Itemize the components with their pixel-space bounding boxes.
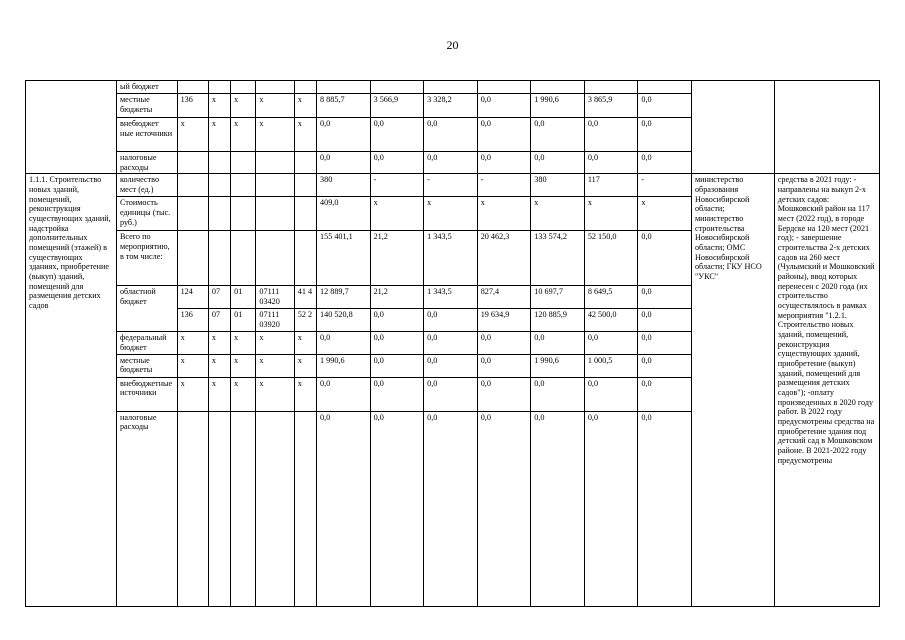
result-cell-prev [774, 81, 879, 174]
funding-source-label: внебюджетные источники [116, 377, 177, 411]
funding-source-label: областной бюджет [116, 286, 177, 332]
table-row: внебюджетные источники x x x x x 0,0 0,0 0,0 0,0 0,0 0,0 0,0 [26, 377, 880, 411]
table-row: местные бюджеты 136 x x x x 8 885,7 3 566,9 3 328,2 0,0 1 990,6 3 865,9 0,0 [26, 94, 880, 118]
table-row: местные бюджеты x x x x x 1 990,6 0,0 0,0 0,0 1 990,6 1 000,5 0,0 [26, 354, 880, 377]
table-row: внебюджет ные источники x x x x x 0,0 0,0 0,0 0,0 0,0 0,0 0,0 [26, 118, 880, 152]
table-row: Всего по мероприятию, в том числе: 155 401,1 21,2 1 343,5 20 462,3 133 574,2 52 150,0 0,0 [26, 231, 880, 286]
measure-name: 1.1.1. Строительство новых зданий, помещений, реконструкция существующих зданий, надстройка дополнительных помещений (этажей) в существующих зданиях, приобретение (выкуп) зданий, помещений для размещения детских садов [26, 174, 117, 606]
table-row: налоговые расходы 0,0 0,0 0,0 0,0 0,0 0,0 0,0 [26, 411, 880, 606]
funding-source-label: налоговые расходы [116, 152, 177, 174]
funding-source-label: федеральный бюджет [116, 332, 177, 354]
table-row [26, 81, 880, 94]
table-row: 136 07 01 07111 03920 52 2 140 520,8 0,0 0,0 19 634,9 120 885,9 42 500,0 0,0 [26, 309, 880, 332]
measure-name-cell [26, 81, 117, 174]
funding-source-label: местные бюджеты [116, 354, 177, 377]
executors-cell-prev [691, 81, 774, 174]
table-row: 1.1.1. Строительство новых зданий, помещений, реконструкция существующих зданий, надстройка дополнительных помещений (этажей) в существующих зданиях, приобретение (выкуп) зданий, помещений для размещения детских садов количество мест (ед.) 380 - - - 380 117 - министерство образования Новосибирской области; министерство строительства Новосибирской области; ОМС Новосибирской области; ГКУ НСО "УКС" средства в 2021 году: - направлены на выкуп 2-х детских садов: Мошковский район на 117 мест (2022 год), в городе Бердске на 120 мест (2021 год); - завершение строительства 2-х детских садов на 260 мест (Чулымский и Мошковский районы), ввод которых перенесен с 2020 года (их строительство осуществлялось в рамках мероприятия "1.2.1. Строительство новых зданий, помещений, реконструкция существующих зданий, приобретение (выкуп) зданий, помещений для размещения детских садов"); -оплату произведенных в 2020 году работ. В 2022 году предусмотрены средства на приобретение здания под детский сад в Мошковском районе. В 2021-2022 году предусмотрены [26, 174, 880, 197]
funding-source-label: ый бюджет [116, 81, 177, 94]
expected-result: средства в 2021 году: - направлены на выкуп 2-х детских садов: Мошковский район на 117 мест (2022 год), в городе Бердске на 120 мест (2021 год); - завершение строительства 2-х детских садов на 260 мест (Чулымский и Мошковский районы), ввод которых перенесен с 2020 года (их строительство осуществлялось в рамках мероприятия "1.2.1. Строительство новых зданий, помещений, реконструкция существующих зданий, приобретение (выкуп) зданий, помещений для размещения детских садов"); -оплату произведенных в 2020 году работ. В 2022 году предусмотрены средства на приобретение здания под детский сад в Мошковском районе. В 2021-2022 году предусмотрены [774, 174, 879, 606]
program-measures-table [25, 80, 880, 607]
funding-source-label: налоговые расходы [116, 411, 177, 606]
table-row: налоговые расходы 0,0 0,0 0,0 0,0 0,0 0,0 0,0 [26, 152, 880, 174]
funding-source-label: местные бюджеты [116, 94, 177, 118]
indicator-label: количество мест (ед.) [116, 174, 177, 197]
funding-source-label: внебюджет ные источники [116, 118, 177, 152]
table-row: федеральный бюджет x x x x x 0,0 0,0 0,0 0,0 0,0 0,0 0,0 [26, 332, 880, 354]
page-number: 20 [446, 38, 459, 52]
table-row: Стоимость единицы (тыс. руб.) 409,0 x x x x x x [26, 197, 880, 231]
executors: министерство образования Новосибирской области; министерство строительства Новосибирской области; ОМС Новосибирской области; ГКУ НСО "УКС" [691, 174, 774, 606]
indicator-label: Стоимость единицы (тыс. руб.) [116, 197, 177, 231]
indicator-label: Всего по мероприятию, в том числе: [116, 231, 177, 286]
table-row: областной бюджет 124 07 01 07111 03420 41 4 12 889,7 21,2 1 343,5 827,4 10 697,7 8 649,5 0,0 [26, 286, 880, 309]
